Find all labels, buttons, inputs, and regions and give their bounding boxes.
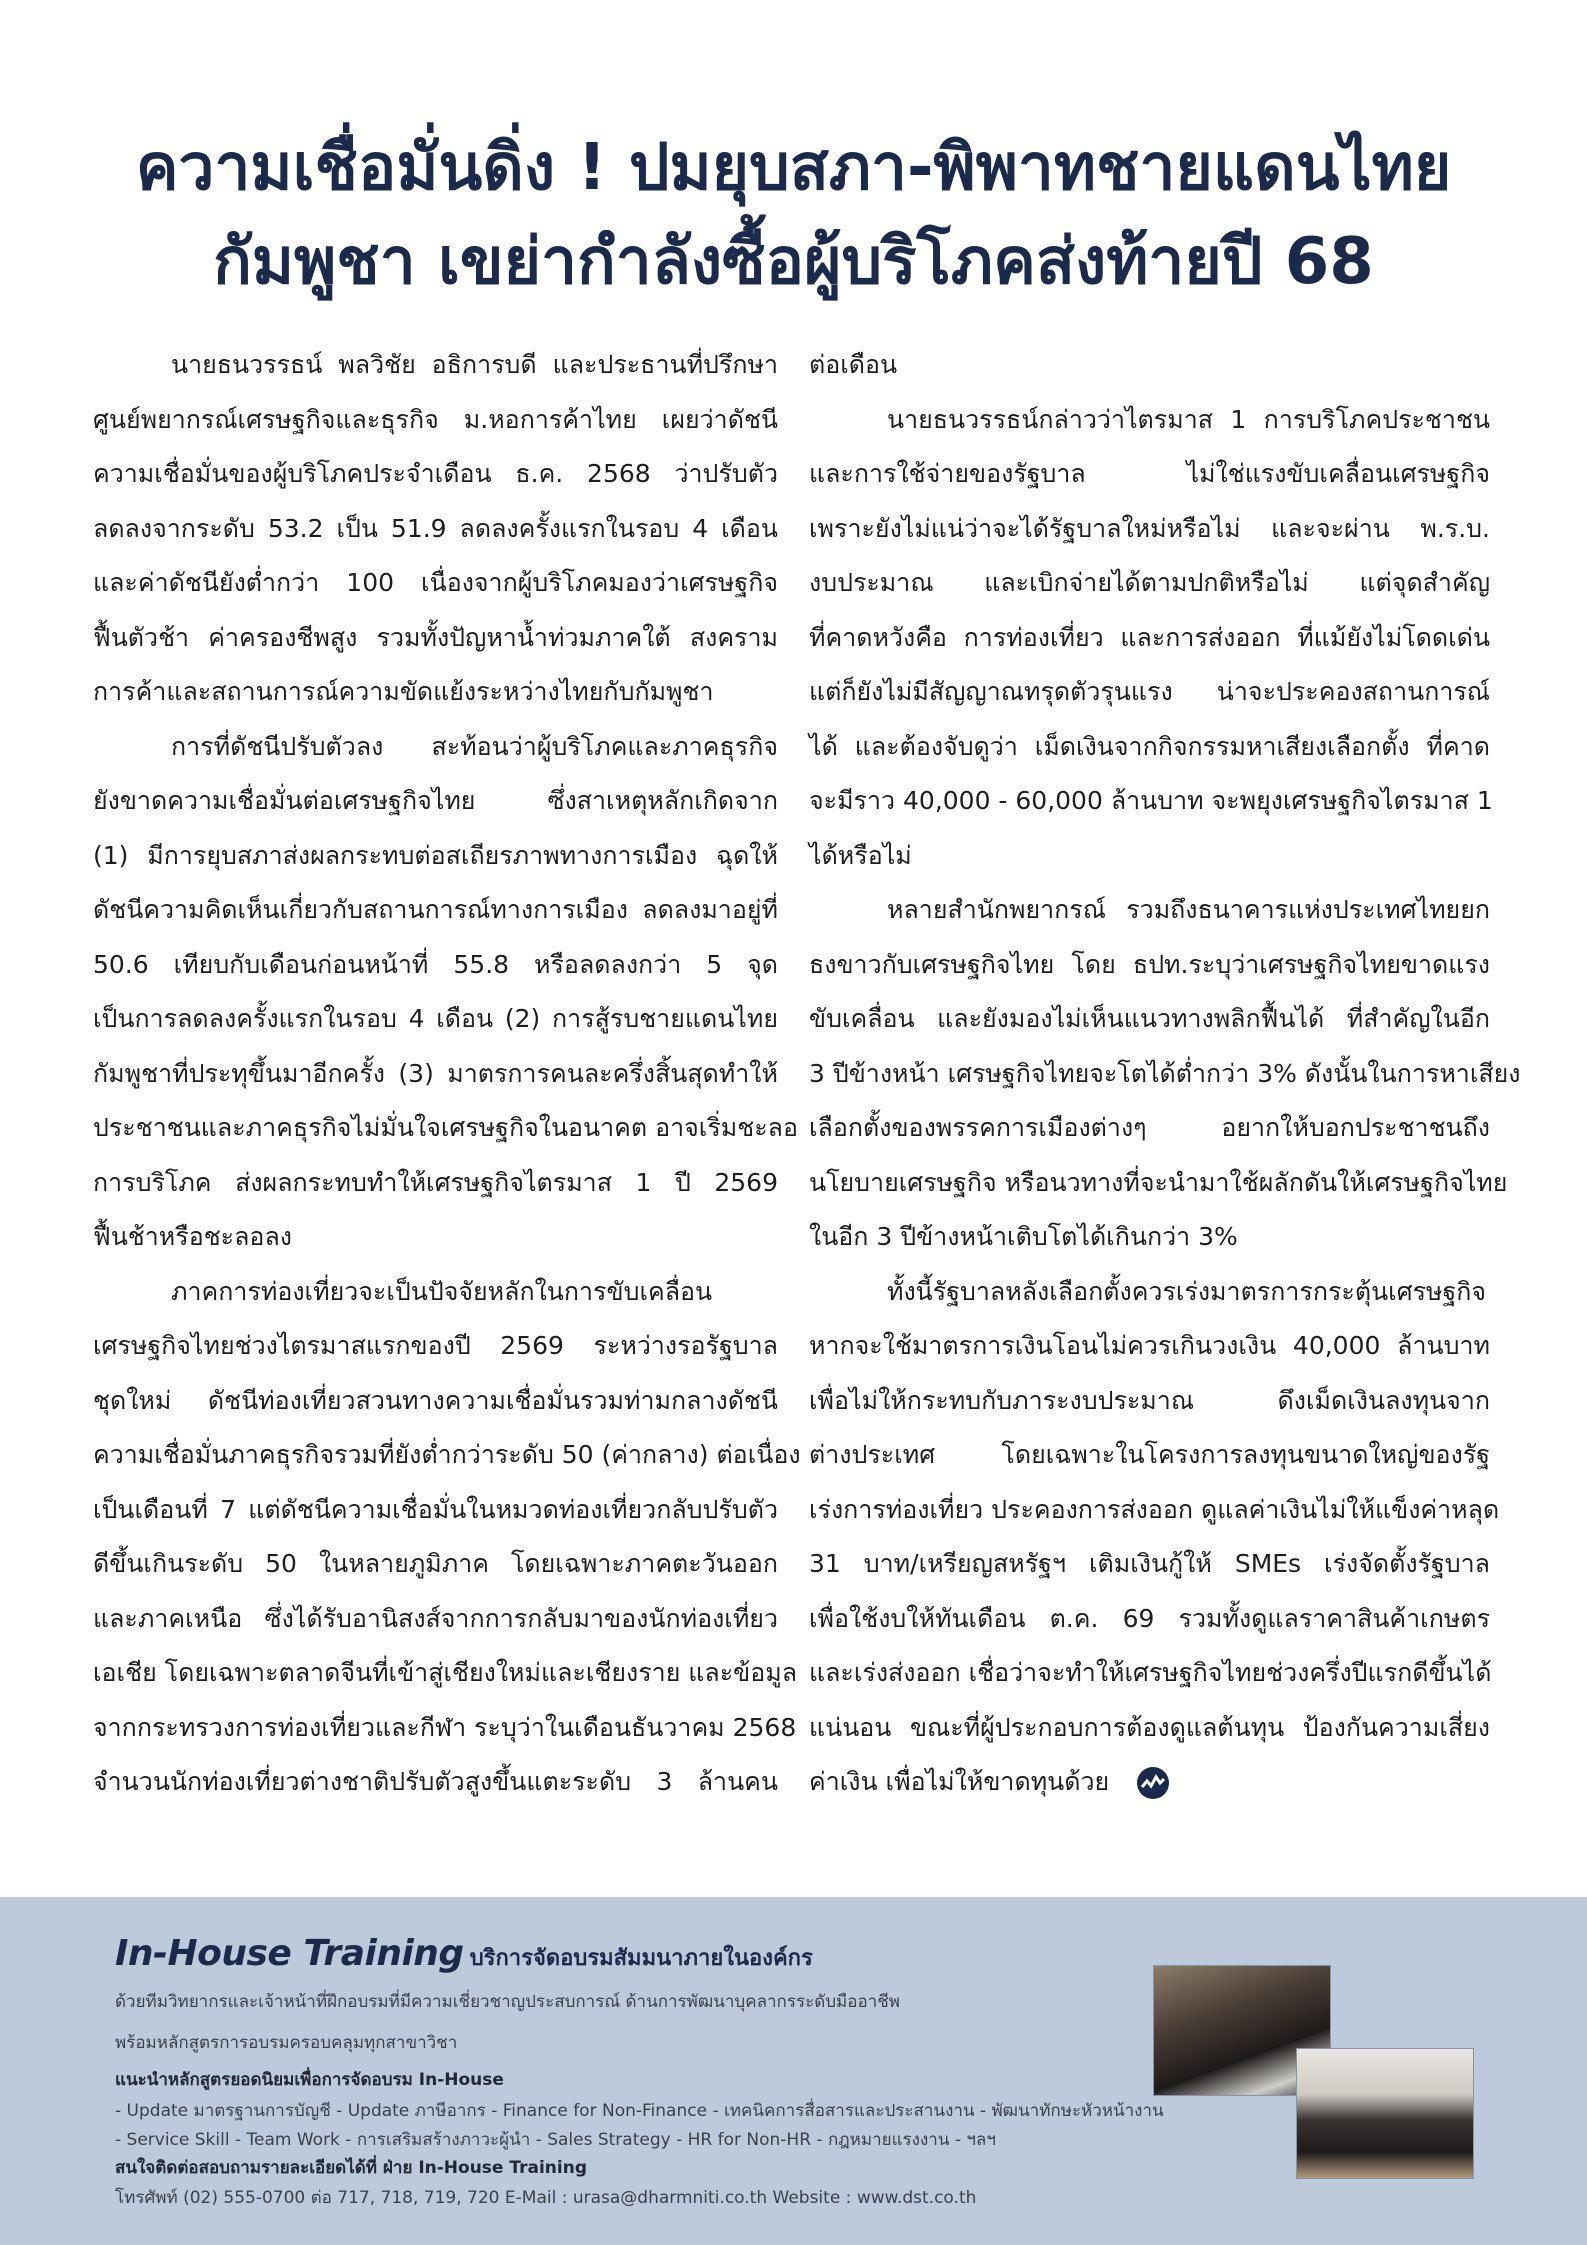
- text-line: [809, 556, 1490, 611]
- text-line-content: 3 ปีข้างหน้า เศรษฐกิจไทยจะโตได้ต่ำกว่า 3% ดังนั้นในการหาเสียง: [809, 1058, 1521, 1088]
- text-line: [809, 1374, 1490, 1429]
- text-line-content: นโยบายเศรษฐกิจ หรือนวทางที่จะนำมาใช้ผลักดันให้เศรษฐกิจไทย: [809, 1167, 1508, 1197]
- text-line: [93, 1101, 798, 1156]
- text-line-content: การค้าและสถานการณ์ความขัดแย้งระหว่างไทยกับกัมพูชา: [93, 677, 714, 706]
- text-line: [809, 992, 1490, 1047]
- text-line-content: ที่คาดหวังคือ การท่องเที่ยว และการส่งออก ที่แม้ยังไม่โดดเด่น: [809, 622, 1490, 652]
- text-line-content: เป็นเดือนที่ 7 แต่ดัชนีความเชื่อมั่นในหมวดท่องเที่ยวกลับปรับตัว: [93, 1494, 778, 1524]
- text-line: [93, 447, 778, 502]
- text-line: [93, 1156, 778, 1211]
- text-line-content: ยังขาดความเชื่อมั่นต่อเศรษฐกิจไทย ซึ่งสาเหตุหลักเกิดจาก: [93, 786, 778, 815]
- text-line-content: เพื่อใช้งบให้ทันเดือน ต.ค. 69 รวมทั้งดูแลราคาสินค้าเกษตร: [809, 1603, 1490, 1633]
- text-line-content: ค่าเงิน เพื่อไม่ให้ขาดทุนด้วย: [809, 1767, 1110, 1796]
- ad-description-2: พร้อมหลักสูตรการอบรมครอบคลุมทุกสาขาวิชา: [115, 2033, 458, 2053]
- text-line: [809, 1101, 1490, 1156]
- ad-description-1: ด้วยทีมวิทยากรและเจ้าหน้าที่ฝึกอบรมที่มีความเชี่ยวชาญประสบการณ์ ด้านการพัฒนาบุคลากรระดับมืออาชีพ: [115, 1992, 900, 2012]
- text-line-content: ได้ และต้องจับดูว่า เม็ดเงินจากกิจกรรมหาเสียงเลือกตั้ง ที่คาด: [809, 731, 1490, 761]
- text-line-content: เลือกตั้งของพรรคการเมืองต่างๆ อยากให้บอกประชาชนถึง: [809, 1113, 1490, 1142]
- ad-courses-2: - Service Skill - Team Work - การเสริมสร้างภาวะผู้นำ - Sales Strategy - HR for Non-HR - กฎหมายแรงงาน - ฯลฯ: [115, 2130, 996, 2150]
- text-line-content: จำนวนนักท่องเที่ยวต่างชาติปรับตัวสูงขึ้นแตะระดับ 3 ล้านคน: [93, 1767, 778, 1796]
- text-line: [809, 938, 1490, 993]
- text-line: [93, 1374, 778, 1429]
- text-line-content: ภาคการท่องเที่ยวจะเป็นปัจจัยหลักในการขับเคลื่อน: [171, 1276, 713, 1306]
- text-line: [809, 1156, 1508, 1211]
- text-line: [93, 1537, 778, 1592]
- text-line: [809, 1537, 1490, 1592]
- text-line-content: นายธนวรรธน์ พลวิชัย อธิการบดี และประธานที่ปรึกษา: [171, 350, 778, 379]
- text-line-content: ได้หรือไม่: [809, 840, 912, 870]
- text-line-content: ขับเคลื่อน และยังมองไม่เห็นแนวทางพลิกฟื้นได้ ที่สำคัญในอีก: [809, 1004, 1490, 1033]
- text-line: [93, 1646, 798, 1701]
- ad-contact-details: โทรศัพท์ (02) 555-0700 ต่อ 717, 718, 719, 720 E-Mail : urasa@dharmniti.co.th Website : www.dst.co.th: [115, 2188, 977, 2208]
- ad-heading: [115, 1933, 813, 1975]
- text-line: [93, 393, 778, 448]
- text-line-content: ทั้งนี้รัฐบาลหลังเลือกตั้งควรเร่งมาตรการกระตุ้นเศรษฐกิจ: [887, 1276, 1487, 1306]
- text-line: [93, 883, 778, 938]
- text-line: [93, 611, 778, 666]
- text-line: [93, 992, 778, 1047]
- text-line: [93, 1755, 778, 1810]
- paragraph: [809, 393, 1493, 884]
- text-line: [93, 1210, 778, 1265]
- text-line-content: ชุดใหม่ ดัชนีท่องเที่ยวสวนทางความเชื่อมั่นรวมท่ามกลางดัชนี: [93, 1385, 778, 1415]
- text-line-content: เพื่อไม่ให้กระทบกับภาระงบประมาณ ดึงเม็ดเงินลงทุนจาก: [809, 1385, 1490, 1415]
- ad-title: In-House Training: [115, 1933, 464, 1974]
- text-line-content: ดีขึ้นเกินระดับ 50 ในหลายภูมิภาค โดยเฉพาะภาคตะวันออก: [93, 1549, 778, 1578]
- text-line-content: ฟื้นตัวช้า ค่าครองชีพสูง รวมทั้งปัญหาน้ำท่วมภาคใต้ สงคราม: [93, 622, 778, 652]
- text-line: [93, 1319, 778, 1374]
- text-line-content: และภาคเหนือ ซึ่งได้รับอานิสงส์จากการกลับมาของนักท่องเที่ยว: [93, 1603, 778, 1633]
- paragraph: [93, 338, 778, 720]
- text-line-content: เพราะยังไม่แน่ว่าจะได้รัฐบาลใหม่หรือไม่ และจะผ่าน พ.ร.บ.: [809, 513, 1490, 543]
- text-line-content: ในอีก 3 ปีข้างหน้าเติบโตได้เกินกว่า 3%: [809, 1222, 1238, 1251]
- text-line: [93, 1265, 778, 1320]
- text-line: [809, 883, 1490, 938]
- text-line-content: แต่ก็ยังไม่มีสัญญาณทรุดตัวรุนแรง น่าจะประคองสถานการณ์: [809, 677, 1490, 706]
- article-right-column: [809, 338, 1521, 1810]
- text-line-content: หลายสำนักพยากรณ์ รวมถึงธนาคารแห่งประเทศไทยยก: [887, 895, 1490, 924]
- text-line-content: ต่างประเทศ โดยเฉพาะในโครงการลงทุนขนาดใหญ่ของรัฐ: [809, 1440, 1490, 1469]
- text-line: [93, 829, 778, 884]
- headline-line-1: ความเชื่อมั่นดิ่ง ! ปมยุบสภา-พิพาทชายแดนไทย: [135, 131, 1452, 205]
- text-line-content: ความเชื่อมั่นภาคธุรกิจรวมที่ยังต่ำกว่าระดับ 50 (ค่ากลาง) ต่อเนื่อง: [93, 1440, 801, 1469]
- text-line: [809, 720, 1490, 775]
- text-line-content: และเร่งส่งออก เชื่อว่าจะทำให้เศรษฐกิจไทยช่วงครึ่งปีแรกดีขึ้นได้: [809, 1658, 1492, 1687]
- text-line-content: (1) มีการยุบสภาส่งผลกระทบต่อสเถียรภาพทางการเมือง ฉุดให้: [93, 840, 778, 870]
- ad-courses-1: - Update มาตรฐานการบัญชี - Update ภาษีอากร - Finance for Non-Finance - เทคนิคการสื่อสารและประสานงาน - พัฒนาทักษะหัวหน้างาน: [115, 2101, 1164, 2121]
- text-line-content: การบริโภค ส่งผลกระทบทำให้เศรษฐกิจไตรมาส 1 ปี 2569: [93, 1167, 778, 1197]
- text-line-content: ลดลงจากระดับ 53.2 เป็น 51.9 ลดลงครั้งแรกในรอบ 4 เดือน: [93, 513, 778, 543]
- text-line: [93, 938, 778, 993]
- text-line: [809, 1265, 1490, 1320]
- text-line: [809, 829, 1490, 884]
- text-line: [809, 1646, 1490, 1701]
- paragraph: [809, 338, 1490, 393]
- text-line-content: และค่าดัชนียังต่ำกว่า 100 เนื่องจากผู้บริโภคมองว่าเศรษฐกิจ: [93, 568, 778, 597]
- paragraph: [93, 720, 798, 1265]
- paragraph: [809, 1265, 1500, 1810]
- text-line-content: 31 บาท/เหรียญสหรัฐฯ เติมเงินกู้ให้ SMEs เร่งจัดตั้งรัฐบาล: [809, 1549, 1490, 1578]
- text-line: [809, 502, 1490, 557]
- text-line-content: กัมพูชาที่ประทุขึ้นมาอีกครั้ง (3) มาตรการคนละครึ่งสิ้นสุดทำให้: [93, 1058, 778, 1088]
- text-line: [93, 774, 778, 829]
- ad-contact-heading: สนใจติดต่อสอบถามรายละเอียดได้ที่ ฝ่าย In-House Training: [115, 2158, 587, 2178]
- text-line-content: ประชาชนและภาคธุรกิจไม่มั่นใจเศรษฐกิจในอนาคต อาจเริ่มชะลอ: [93, 1113, 798, 1142]
- text-line: [93, 720, 778, 775]
- text-line: [93, 502, 778, 557]
- text-line-content: หากจะใช้มาตรการเงินโอนไม่ควรเกินวงเงิน 40,000 ล้านบาท: [809, 1331, 1490, 1360]
- text-line-content: แน่นอน ขณะที่ผู้ประกอบการต้องดูแลต้นทุน ป้องกันความเสี่ยง: [809, 1712, 1490, 1742]
- text-line-content: เอเชีย โดยเฉพาะตลาดจีนที่เข้าสู่เชียงใหม่และเชียงราย และข้อมูล: [93, 1658, 798, 1687]
- text-line-content: ดัชนีความคิดเห็นเกี่ยวกับสถานการณ์ทางการเมือง ลดลงมาอยู่ที่: [93, 895, 778, 924]
- text-line: [93, 1701, 797, 1756]
- text-line-content: นายธนวรรธน์กล่าวว่าไตรมาส 1 การบริโภคประชาชน: [887, 404, 1490, 434]
- text-line: [93, 1592, 778, 1647]
- text-line-content: เป็นการลดลงครั้งแรกในรอบ 4 เดือน (2) การสู้รบชายแดนไทย: [93, 1004, 778, 1033]
- paragraph: [809, 883, 1521, 1265]
- article-left-column: [93, 338, 801, 1810]
- text-line-content: งบประมาณ และเบิกจ่ายได้ตามปกติหรือไม่ แต่จุดสำคัญ: [809, 568, 1490, 597]
- training-photo-2: [1296, 2048, 1474, 2179]
- text-line-content: และการใช้จ่ายของรัฐบาล ไม่ใช่แรงขับเคลื่อนเศรษฐกิจ: [809, 459, 1490, 488]
- text-line-content: ธงขาวกับเศรษฐกิจไทย โดย ธปท.ระบุว่าเศรษฐกิจไทยขาดแรง: [809, 949, 1490, 979]
- text-line-content: 50.6 เทียบกับเดือนก่อนหน้าที่ 55.8 หรือลดลงกว่า 5 จุด: [93, 949, 778, 979]
- text-line: [93, 1428, 801, 1483]
- text-line: [809, 611, 1490, 666]
- text-line: [809, 1319, 1490, 1374]
- text-line: [809, 1755, 1490, 1810]
- text-line-content: ฟื้นช้าหรือชะลอลง: [93, 1222, 292, 1251]
- paragraph: [93, 1265, 801, 1810]
- text-line-content: ต่อเดือน: [809, 350, 898, 379]
- text-line: [809, 665, 1490, 720]
- ad-subtitle: บริการจัดอบรมสัมมนาภายในองค์กร: [469, 1946, 813, 1971]
- text-line: [809, 393, 1490, 448]
- text-line: [93, 1047, 778, 1102]
- text-line: [809, 1701, 1490, 1756]
- text-line-content: เศรษฐกิจไทยช่วงไตรมาสแรกของปี 2569 ระหว่างรอรัฐบาล: [93, 1331, 778, 1360]
- text-line: [809, 338, 1490, 393]
- text-line: [93, 556, 778, 611]
- text-line-content: จะมีราว 40,000 - 60,000 ล้านบาท จะพยุงเศรษฐกิจไตรมาส 1: [809, 786, 1493, 815]
- text-line-content: เร่งการท่องเที่ยว ประคองการส่งออก ดูแลค่าเงินไม่ให้แข็งค่าหลุด: [809, 1494, 1500, 1524]
- text-line: [809, 1592, 1490, 1647]
- text-line: [809, 1428, 1490, 1483]
- text-line-content: ศูนย์พยากรณ์เศรษฐกิจและธุรกิจ ม.หอการค้าไทย เผยว่าดัชนี: [93, 404, 778, 434]
- text-line-content: การที่ดัชนีปรับตัวลง สะท้อนว่าผู้บริโภคและภาคธุรกิจ: [171, 731, 778, 761]
- ad-recommend-heading: แนะนำหลักสูตรยอดนิยมเพื่อการจัดอบรม In-House: [115, 2070, 504, 2090]
- text-line: [809, 1047, 1521, 1102]
- text-line: [93, 338, 778, 393]
- publication-logo-icon: [1137, 1767, 1169, 1799]
- text-line: [809, 774, 1493, 829]
- headline: [0, 121, 1587, 309]
- text-line-content: ความเชื่อมั่นของผู้บริโภคประจำเดือน ธ.ค. 2568 ว่าปรับตัว: [93, 459, 778, 488]
- text-line: [809, 447, 1490, 502]
- headline-line-2: กัมพูชา เขย่ากำลังซื้อผู้บริโภคส่งท้ายปี 68: [213, 225, 1374, 299]
- text-line: [809, 1483, 1500, 1538]
- text-line: [809, 1210, 1490, 1265]
- in-house-training-ad: [0, 1897, 1587, 2245]
- text-line: [93, 1483, 778, 1538]
- text-line: [93, 665, 778, 720]
- text-line-content: จากกระทรวงการท่องเที่ยวและกีฬา ระบุว่าในเดือนธันวาคม 2568: [93, 1712, 797, 1742]
